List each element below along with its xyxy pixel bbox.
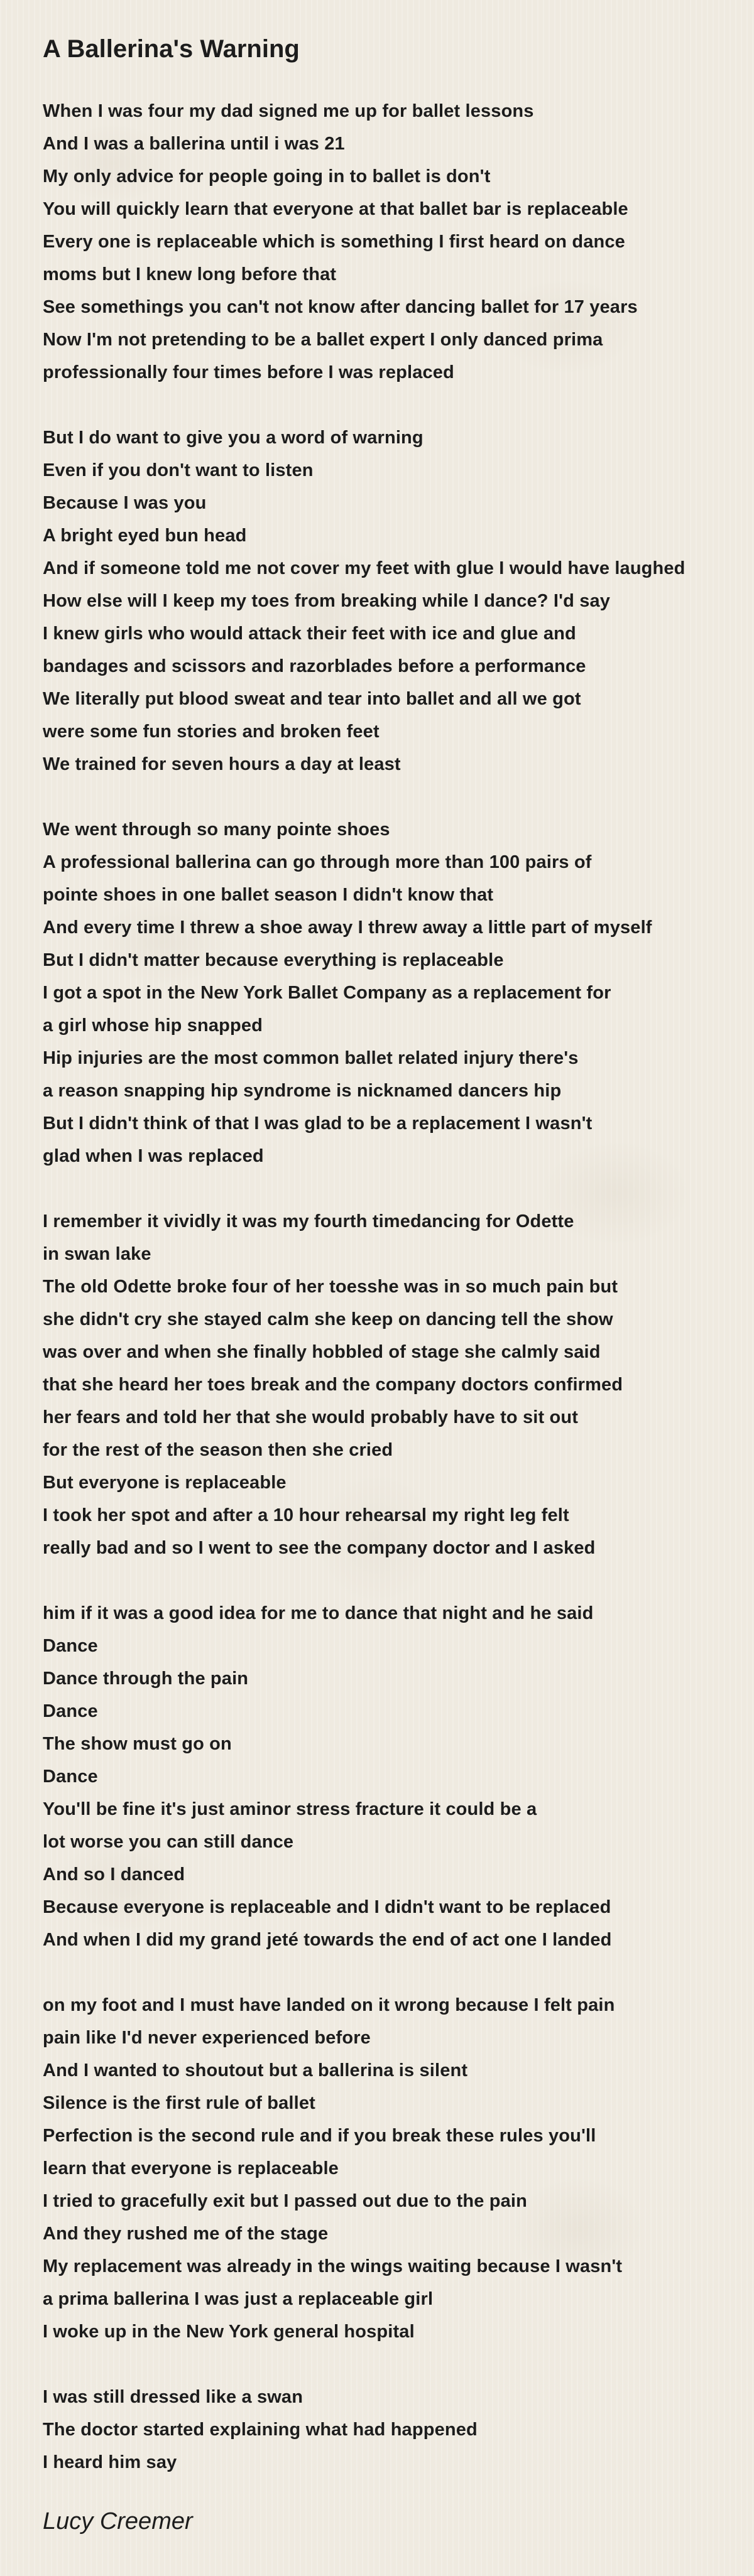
poem-line: I got a spot in the New York Ballet Company as a replacement for: [43, 983, 611, 1003]
poem-line: on my foot and I must have landed on it wrong because I felt pain: [43, 1995, 615, 2015]
poem-line: glad when I was replaced: [43, 1146, 264, 1166]
poem-line: But I do want to give you a word of warning: [43, 428, 423, 448]
poem-line: Silence is the first rule of ballet: [43, 2093, 315, 2113]
stanza-4: [43, 1205, 749, 1564]
poem-line: Every one is replaceable which is something I first heard on dance: [43, 232, 625, 252]
poem-line: We went through so many pointe shoes: [43, 820, 390, 840]
poem-line: I knew girls who would attack their feet with ice and glue and: [43, 624, 576, 644]
poem-line: And if someone told me not cover my feet with glue I would have laughed: [43, 558, 686, 578]
poem-line: The old Odette broke four of her toesshe was in so much pain but: [43, 1277, 618, 1297]
poem-line: And when I did my grand jeté towards the end of act one I landed: [43, 1930, 612, 1950]
poem-line: I took her spot and after a 10 hour rehearsal my right leg felt: [43, 1505, 569, 1525]
stanza-7: [43, 2381, 749, 2479]
poem-line: The doctor started explaining what had happened: [43, 2420, 478, 2440]
stanza-5: [43, 1597, 749, 1956]
poem-line: a girl whose hip snapped: [43, 1015, 263, 1036]
poem-line: You'll be fine it's just aminor stress fracture it could be a: [43, 1799, 537, 1819]
poem-line: she didn't cry she stayed calm she keep on dancing tell the show: [43, 1309, 613, 1329]
poem-line: Dance: [43, 1701, 98, 1721]
poem-line: I was still dressed like a swan: [43, 2387, 303, 2407]
poem-line: moms but I knew long before that: [43, 264, 337, 284]
poem-line: learn that everyone is replaceable: [43, 2158, 339, 2178]
poem-line: You will quickly learn that everyone at that ballet bar is replaceable: [43, 199, 628, 219]
poem-line: The show must go on: [43, 1734, 232, 1754]
poem-line: My only advice for people going in to ballet is don't: [43, 166, 491, 187]
poem-line: And every time I threw a shoe away I threw away a little part of myself: [43, 917, 652, 938]
poem-line: her fears and told her that she would probably have to sit out: [43, 1407, 579, 1427]
poem-line: really bad and so I went to see the company doctor and I asked: [43, 1538, 596, 1558]
poem-line: Because everyone is replaceable and I didn't want to be replaced: [43, 1897, 611, 1917]
poem-line: I remember it vividly it was my fourth timedancing for Odette: [43, 1211, 574, 1231]
poem-line: And so I danced: [43, 1864, 185, 1885]
poem-line: bandages and scissors and razorblades before a performance: [43, 656, 586, 676]
poem-line: Hip injuries are the most common ballet related injury there's: [43, 1048, 579, 1068]
poem-line: And they rushed me of the stage: [43, 2224, 329, 2244]
stanza-6: [43, 1989, 749, 2348]
poem-line: I tried to gracefully exit but I passed out due to the pain: [43, 2191, 527, 2211]
poem-line: And I was a ballerina until i was 21: [43, 134, 345, 154]
poem-line: But everyone is replaceable: [43, 1473, 287, 1493]
poem-line: See somethings you can't not know after dancing ballet for 17 years: [43, 297, 638, 317]
poem-line: Dance: [43, 1636, 98, 1656]
poem-line: But I didn't matter because everything is replaceable: [43, 950, 504, 970]
poem-line: were some fun stories and broken feet: [43, 722, 380, 742]
poem-line: How else will I keep my toes from breaking while I dance? I'd say: [43, 591, 611, 611]
poem-line: A bright eyed bun head: [43, 526, 247, 546]
poem-line: A professional ballerina can go through more than 100 pairs of: [43, 852, 592, 872]
poem-body: [43, 95, 749, 2511]
poem-line: I heard him say: [43, 2452, 177, 2472]
poem-line: was over and when she finally hobbled of stage she calmly said: [43, 1342, 601, 1362]
poem-line: Even if you don't want to listen: [43, 460, 314, 480]
poem-line: I woke up in the New York general hospital: [43, 2322, 415, 2342]
poem-line: in swan lake: [43, 1244, 151, 1264]
poem-line: When I was four my dad signed me up for ballet lessons: [43, 101, 534, 121]
poem-line: professionally four times before I was replaced: [43, 362, 454, 382]
stanza-1: [43, 95, 749, 389]
poem-line: Now I'm not pretending to be a ballet expert I only danced prima: [43, 330, 603, 350]
poem-line: for the rest of the season then she cried: [43, 1440, 393, 1460]
poem-line: lot worse you can still dance: [43, 1832, 294, 1852]
poem-line: We literally put blood sweat and tear into ballet and all we got: [43, 689, 581, 709]
poem-line: pain like I'd never experienced before: [43, 2028, 371, 2048]
poem-line: And I wanted to shoutout but a ballerina is silent: [43, 2060, 468, 2081]
poem-author[interactable]: Lucy Creemer: [43, 2508, 193, 2535]
poem-line: him if it was a good idea for me to dance that night and he said: [43, 1603, 594, 1623]
stanza-3: [43, 813, 749, 1172]
poem-line: We trained for seven hours a day at least: [43, 754, 401, 774]
poem-line: Because I was you: [43, 493, 207, 513]
poem-line: that she heard her toes break and the company doctors confirmed: [43, 1375, 623, 1395]
stanza-2: [43, 421, 749, 781]
poem-line: Perfection is the second rule and if you break these rules you'll: [43, 2126, 596, 2146]
poem-line: pointe shoes in one ballet season I didn't know that: [43, 885, 494, 905]
poem-line: Dance through the pain: [43, 1669, 249, 1689]
poem-title: A Ballerina's Warning: [43, 35, 300, 63]
poem-line: a reason snapping hip syndrome is nicknamed dancers hip: [43, 1081, 562, 1101]
poem-line: My replacement was already in the wings waiting because I wasn't: [43, 2256, 623, 2276]
poem-line: But I didn't think of that I was glad to be a replacement I wasn't: [43, 1113, 593, 1134]
poem-line: a prima ballerina I was just a replaceable girl: [43, 2289, 434, 2309]
poem-line: Dance: [43, 1767, 98, 1787]
